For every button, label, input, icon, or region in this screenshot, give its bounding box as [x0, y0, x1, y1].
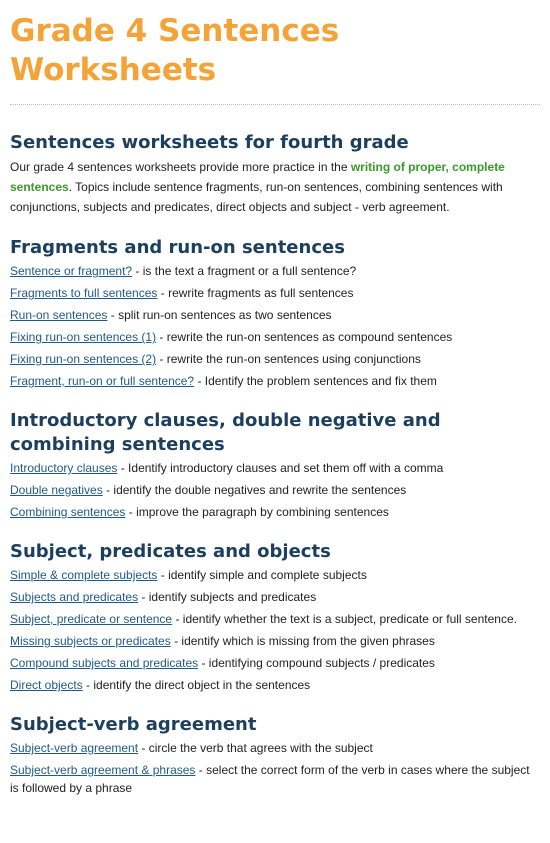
intro-text-after: . Topics include sentence fragments, run-on sentences, combining sentences with conjunctions, subjects and predicates, direct objects and subject - verb agreement.: [10, 180, 503, 214]
worksheet-description: - identify the direct object in the sentences: [82, 678, 311, 692]
list-item: [10, 654, 540, 672]
list-item: [10, 761, 540, 797]
worksheet-description: - split run-on sentences as two sentences: [107, 308, 332, 322]
list-item: [10, 503, 540, 521]
worksheet-link[interactable]: Sentence or fragment?: [10, 264, 133, 278]
list-item: [10, 306, 540, 324]
intro-heading: Sentences worksheets for fourth grade: [10, 132, 409, 153]
section-heading: Subject-verb agreement: [10, 714, 257, 735]
worksheet-description: - Identify introductory clauses and set them off with a comma: [117, 461, 444, 475]
worksheet-list: [10, 739, 540, 797]
worksheet-description: - identify whether the text is a subject, predicate or full sentence.: [172, 612, 517, 626]
worksheet-description: - identify the double negatives and rewrite the sentences: [102, 483, 407, 497]
title-divider: [10, 104, 540, 105]
worksheet-link[interactable]: Missing subjects or predicates: [10, 634, 171, 648]
page-title: Grade 4 Sentences Worksheets: [10, 13, 340, 88]
worksheet-section: [10, 409, 540, 521]
worksheet-link[interactable]: Fixing run-on sentences (2): [10, 352, 157, 366]
list-item: [10, 739, 540, 757]
worksheet-description: - identify which is missing from the given phrases: [170, 634, 435, 648]
worksheet-description: - rewrite fragments as full sentences: [157, 286, 354, 300]
worksheet-link[interactable]: Subject-verb agreement & phrases: [10, 763, 196, 777]
intro-text-before: Our grade 4 sentences worksheets provide more practice in the: [10, 160, 351, 174]
worksheet-description: - Identify the problem sentences and fix them: [194, 374, 437, 388]
worksheet-link[interactable]: Simple & complete subjects: [10, 568, 158, 582]
worksheet-list: [10, 459, 540, 521]
worksheet-list: [10, 262, 540, 390]
intro-highlight: writing of proper, complete sentences: [10, 160, 505, 194]
worksheet-description: - rewrite the run-on sentences using conjunctions: [156, 352, 421, 366]
worksheet-link[interactable]: Subjects and predicates: [10, 590, 139, 604]
worksheet-description: - identifying compound subjects / predicates: [198, 656, 435, 670]
worksheet-description: - select the correct form of the verb in cases where the subject is followed by a phrase: [10, 763, 530, 795]
worksheet-link[interactable]: Subject-verb agreement: [10, 741, 139, 755]
section-heading: Subject, predicates and objects: [10, 541, 331, 562]
worksheet-link[interactable]: Direct objects: [10, 678, 83, 692]
section-heading: Fragments and run-on sentences: [10, 237, 345, 258]
worksheet-description: - identify simple and complete subjects: [157, 568, 367, 582]
worksheet-link[interactable]: Compound subjects and predicates: [10, 656, 199, 670]
worksheet-link[interactable]: Fragment, run-on or full sentence?: [10, 374, 195, 388]
section-heading: Introductory clauses, double negative and combining sentences: [10, 410, 441, 455]
list-item: [10, 459, 540, 477]
intro-paragraph: [10, 157, 540, 217]
worksheet-link[interactable]: Combining sentences: [10, 505, 126, 519]
worksheet-link[interactable]: Run-on sentences: [10, 308, 108, 322]
worksheet-description: - is the text a fragment or a full sentence?: [132, 264, 357, 278]
worksheet-section: [10, 540, 540, 694]
worksheet-sections: [10, 236, 540, 797]
list-item: [10, 588, 540, 606]
worksheet-link[interactable]: Fragments to full sentences: [10, 286, 158, 300]
worksheet-link[interactable]: Introductory clauses: [10, 461, 118, 475]
worksheet-description: - identify subjects and predicates: [138, 590, 317, 604]
worksheet-link[interactable]: Double negatives: [10, 483, 103, 497]
list-item: [10, 350, 540, 368]
list-item: [10, 328, 540, 346]
list-item: [10, 566, 540, 584]
list-item: [10, 676, 540, 694]
worksheet-section: [10, 713, 540, 797]
list-item: [10, 284, 540, 302]
list-item: [10, 481, 540, 499]
worksheet-description: - circle the verb that agrees with the subject: [138, 741, 373, 755]
list-item: [10, 632, 540, 650]
list-item: [10, 610, 540, 628]
worksheet-section: [10, 236, 540, 390]
list-item: [10, 262, 540, 280]
worksheet-link[interactable]: Fixing run-on sentences (1): [10, 330, 157, 344]
worksheet-description: - improve the paragraph by combining sentences: [125, 505, 389, 519]
worksheet-description: - rewrite the run-on sentences as compound sentences: [156, 330, 453, 344]
worksheet-list: [10, 566, 540, 694]
list-item: [10, 372, 540, 390]
worksheet-link[interactable]: Subject, predicate or sentence: [10, 612, 173, 626]
